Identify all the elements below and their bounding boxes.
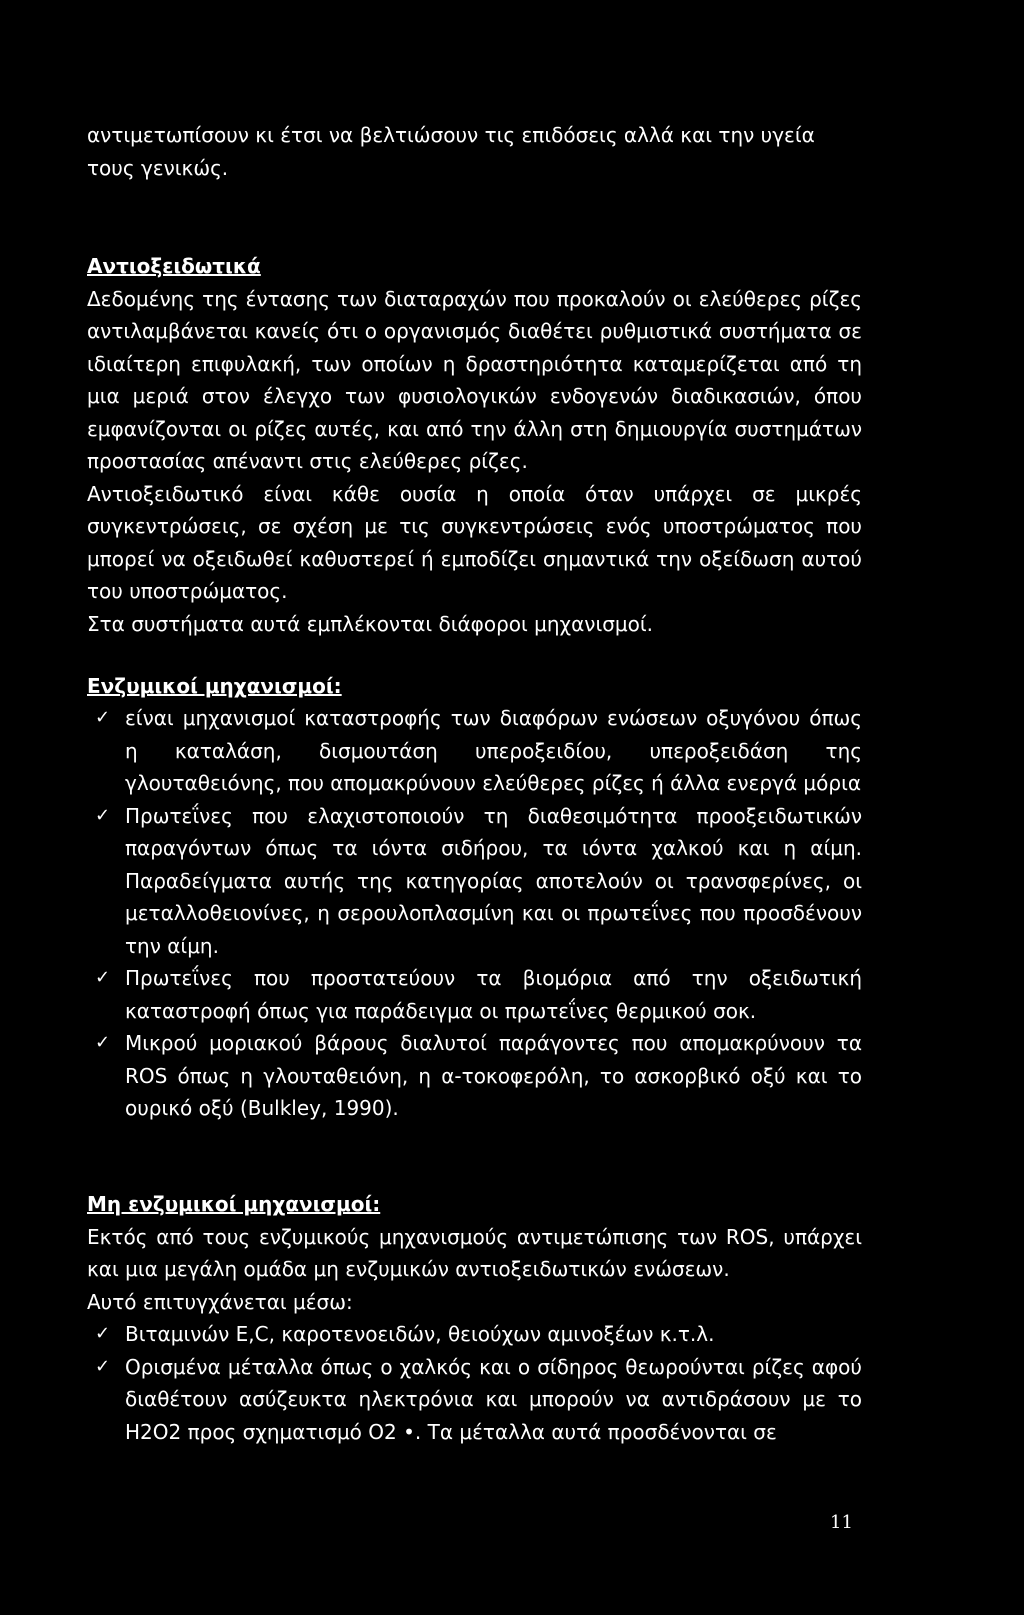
enzymatic-list <box>87 702 862 1125</box>
enzymatic-item-2: Πρωτεΐνες που ελαχιστοποιούν τη διαθεσιμότητα προοξειδωτικών παραγόντων όπως τα ιόντα σιδήρου, τα ιόντα χαλκού και η αίμη. Παραδείγματα αυτής της κατηγορίας αποτελούν οι τρανσφερίνες, οι μεταλλοθειονίνες, η σερουλοπλασμίνη και οι πρωτεΐνες που προσδένουν την αίμη. <box>125 803 862 958</box>
list-item <box>87 962 862 1027</box>
enzymatic-item-1: είναι μηχανισμοί καταστροφής των διαφόρων ενώσεων οξυγόνου όπως η καταλάση, δισμουτάση υπεροξειδίου, υπεροξειδάση της γλουταθειόνης, που απομακρύνουν ελεύθερες ρίζες ή άλλα ενεργά μόρια <box>125 706 862 795</box>
list-item <box>87 1351 862 1449</box>
antioxidants-paragraph-1: Δεδομένης της έντασης των διαταραχών που προκαλούν οι ελεύθερες ρίζες αντιλαμβάνεται κανείς ότι ο οργανισμός διαθέτει ρυθμιστικά συστήματα σε ιδιαίτερη επιφυλακή, των οποίων η δραστηριότητα καταμερίζεται από τη μια μεριά στον έλεγχο των φυσιολογικών ενδογενών διαδικασιών, όπου εμφανίζονται οι ρίζες αυτές, και από την άλλη στη δημιουργία συστημάτων προστασίας απέναντι στις ελεύθερες ρίζες. <box>87 286 862 473</box>
enzymatic-item-3: Πρωτεΐνες που προστατεύουν τα βιομόρια από την οξειδωτική καταστροφή όπως για παράδειγμα οι πρωτεΐνες θερμικού σοκ. <box>125 966 862 1023</box>
antioxidants-heading: Αντιοξειδωτικά <box>87 254 261 278</box>
intro-line-2: τους γενικώς. <box>87 155 229 180</box>
list-item <box>87 702 862 800</box>
antioxidants-paragraph-2: Αντιοξειδωτικό είναι κάθε ουσία η οποία όταν υπάρχει σε μικρές συγκεντρώσεις, σε σχέση με τις συγκεντρώσεις ενός υποστρώματος που μπορεί να οξειδωθεί καθυστερεί ή εμποδίζει σημαντικά την οξείδωση αυτού του υποστρώματος. <box>87 481 862 603</box>
check-icon: ✓ <box>95 707 111 728</box>
intro-paragraph <box>87 119 862 184</box>
check-icon: ✓ <box>95 804 111 826</box>
check-icon: ✓ <box>95 1355 111 1377</box>
antioxidants-paragraph-3: Στα συστήματα αυτά εμπλέκονται διάφοροι μηχανισμοί. <box>87 611 653 636</box>
non-enzymatic-section <box>87 1188 862 1318</box>
non-enzymatic-list <box>87 1318 862 1448</box>
non-enzymatic-heading: Μη ενζυμικοί μηχανισμοί: <box>87 1192 381 1216</box>
list-item <box>87 800 862 963</box>
list-item <box>87 1318 862 1351</box>
antioxidants-section <box>87 250 862 640</box>
non-enzymatic-paragraph-2: Αυτό επιτυγχάνεται μέσω: <box>87 1289 353 1314</box>
non-enzymatic-item-2: Ορισμένα μέταλλα όπως ο χαλκός και ο σίδηρος θεωρούνται ρίζες αφού διαθέτουν ασύζευκτα ηλεκτρόνια και μπορούν να αντιδράσουν με το H2O2 προς σχηματισμό O2 •. Τα μέταλλα αυτά προσδένονται σε <box>125 1354 862 1444</box>
enzymatic-heading: Ενζυμικοί μηχανισμοί: <box>87 674 342 698</box>
page-number: 11 <box>830 1512 853 1533</box>
list-item <box>87 1027 862 1125</box>
non-enzymatic-paragraph-1: Εκτός από τους ενζυμικούς μηχανισμούς αντιμετώπισης των ROS, υπάρχει και μια μεγάλη ομάδα μη ενζυμικών αντιοξειδωτικών ενώσεων. <box>87 1224 862 1281</box>
check-icon: ✓ <box>95 1323 111 1344</box>
enzymatic-item-4: Μικρού μοριακού βάρους διαλυτοί παράγοντες που απομακρύνουν τα ROS όπως η γλουταθειόνη, η α-τοκοφερόλη, το ασκορβικό οξύ και το ουρικό οξύ (Bulkley, 1990). <box>125 1031 862 1120</box>
check-icon: ✓ <box>95 967 111 988</box>
check-icon: ✓ <box>95 1032 111 1053</box>
enzymatic-heading-block <box>87 670 862 703</box>
non-enzymatic-item-1: Βιταμινών Ε,C, καροτενοειδών, θειούχων αμινοξέων κ.τ.λ. <box>125 1322 715 1346</box>
intro-line-1: αντιμετωπίσουν κι έτσι να βελτιώσουν τις επιδόσεις αλλά και την υγεία <box>87 123 815 147</box>
